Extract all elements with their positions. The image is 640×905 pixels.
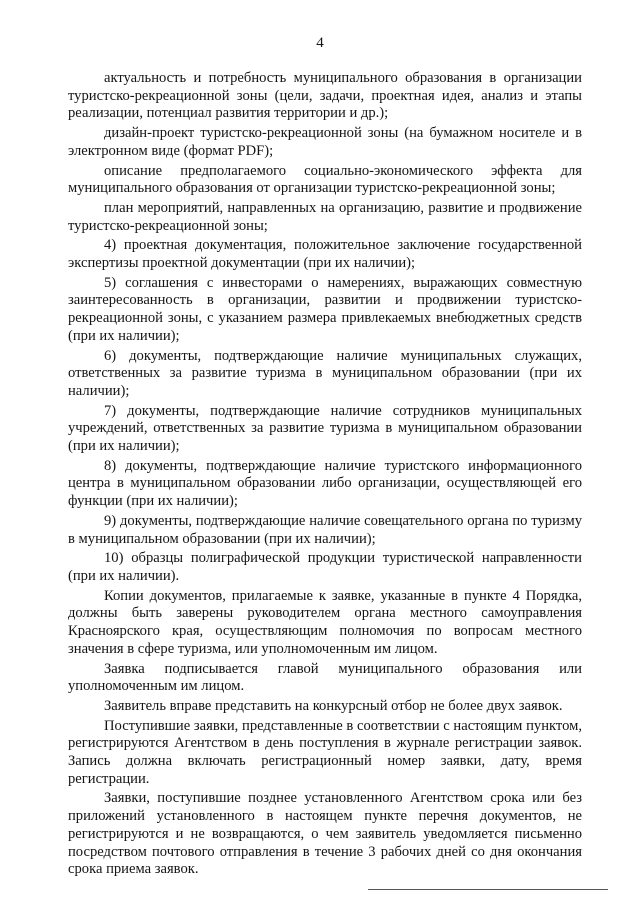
- bottom-divider: [368, 889, 608, 890]
- list-item-6: 6) документы, подтверждающие наличие муниципальных служащих, ответственных за развитие туризма в муниципальном образовании (при их наличии);: [68, 347, 582, 399]
- paragraph-registration: Поступившие заявки, представленные в соответствии с настоящим пунктом, регистрируются Агентством в день поступления в журнале регистрации заявок. Запись должна включать регистрационный номер заявки, дату, время регистрации.: [68, 717, 582, 787]
- paragraph-economic-effect: описание предполагаемого социально-экономического эффекта для муниципального образования от организации туристско-рекреационной зоны;: [68, 162, 582, 197]
- page-number: 4: [316, 35, 324, 51]
- list-item-7: 7) документы, подтверждающие наличие сотрудников муниципальных учреждений, ответственных за развитие туризма в муниципальном образовании (при их наличии);: [68, 402, 582, 455]
- list-item-9: 9) документы, подтверждающие наличие совещательного органа по туризму в муниципальном образовании (при их наличии);: [68, 512, 582, 547]
- paragraph-late-applications: Заявки, поступившие позднее установленного Агентством срока или без приложений установленного в настоящем пункте перечня документов, не регистрируются и не возвращаются, о чем заявитель уведомляется письменно посредством почтового отправления в течение 3 рабочих дней со дня окончания срока приема заявок.: [68, 790, 582, 878]
- list-item-8: 8) документы, подтверждающие наличие туристского информационного центра в муниципальном образовании либо организации, осуществляющей его функции (при их наличии);: [68, 457, 582, 510]
- paragraph-action-plan: план мероприятий, направленных на организацию, развитие и продвижение туристско-рекреационной зоны;: [68, 199, 582, 234]
- list-item-4: 4) проектная документация, положительное заключение государственной экспертизы проектной документации (при их наличии);: [68, 237, 582, 272]
- paragraph-copies: Копии документов, прилагаемые к заявке, указанные в пункте 4 Порядка, должны быть заверены руководителем органа местного самоуправления Красноярского края, осуществляющим полномочия по вопросам местного значения в сфере туризма, или уполномоченным им лицом.: [68, 587, 582, 657]
- paragraph-signature: Заявка подписывается главой муниципального образования или уполномоченным им лицом.: [68, 660, 582, 695]
- list-item-10: 10) образцы полиграфической продукции туристической направленности (при их наличии).: [68, 550, 582, 584]
- paragraph-two-applications: Заявитель вправе представить на конкурсный отбор не более двух заявок.: [104, 697, 563, 714]
- paragraph-design-project: дизайн-проект туристско-рекреационной зоны (на бумажном носителе и в электронном виде (формат PDF);: [68, 125, 582, 159]
- document-body: [68, 70, 582, 881]
- list-item-5: 5) соглашения с инвесторами о намерениях, выражающих совместную заинтересованность в организации, развитии и продвижении туристско-рекреационной зоны, с указанием размера привлекаемых внебюджетных средств (при их наличии);: [68, 274, 582, 344]
- paragraph-relevance: актуальность и потребность муниципального образования в организации туристско-рекреационной зоны (цели, задачи, проектная идея, анализ и этапы реализации, потенциал развития территории и др.);: [68, 70, 582, 122]
